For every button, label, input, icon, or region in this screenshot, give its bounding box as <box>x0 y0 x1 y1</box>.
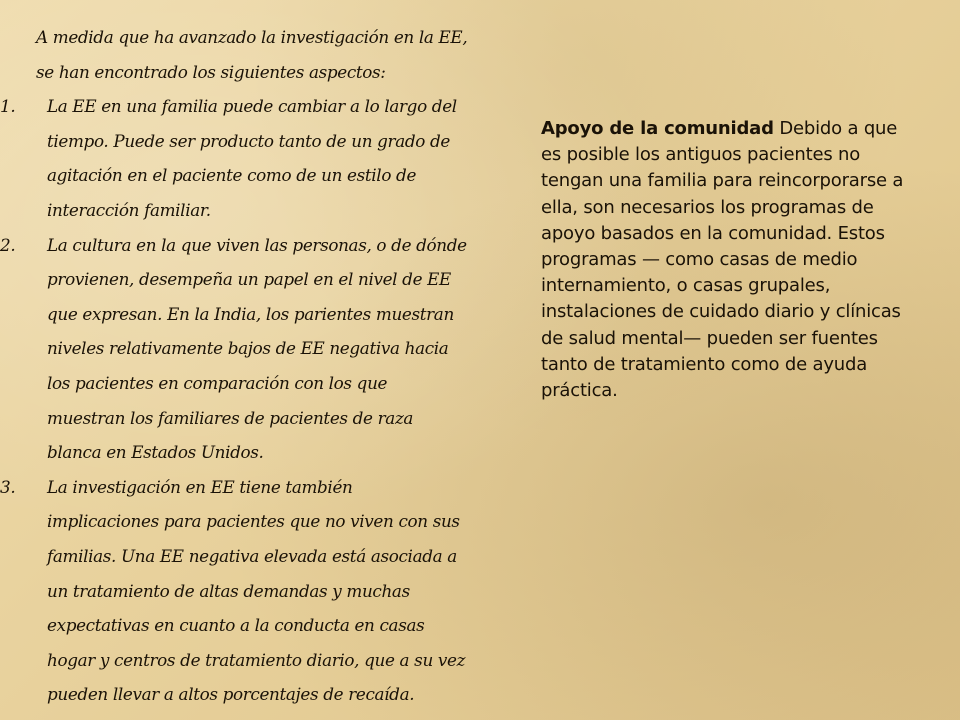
left-column <box>0 20 468 712</box>
list-item <box>0 470 468 712</box>
list-item-text: La EE en una familia puede cambiar a lo largo del tiempo. Puede ser producto tanto de un grado de agitación en el paciente como de un estilo de interacción familiar. <box>47 96 457 220</box>
list-item-text: La cultura en la que viven las personas, o de dónde provienen, desempeña un papel en el nivel de EE que expresan. En la India, los parientes muestran niveles relativamente bajos de EE negativa hacia los pacientes en comparación con los que muestran los familiares de pacientes de raza blanca en Estados Unidos. <box>47 234 467 463</box>
list-item <box>0 89 468 227</box>
section-body: Debido a que es posible los antiguos pacientes no tengan una familia para reincorporarse a ella, son necesarios los programas de apoyo basados en la comunidad. Estos programas — como casas de medio internamiento, o casas grupales, instalaciones de cuidado diario y clínicas de salud mental— pueden ser fuentes tanto de tratamiento como de ayuda práctica. <box>541 118 904 402</box>
list-item-number: 1. <box>0 96 16 117</box>
list-item-number: 2. <box>0 234 16 255</box>
right-column <box>541 116 911 404</box>
list-item-number: 3. <box>0 476 16 497</box>
findings-list <box>0 89 468 712</box>
list-item <box>0 228 468 470</box>
list-item-text: La investigación en EE tiene también implicaciones para pacientes que no viven con sus familias. Una EE negativa elevada está asociada a un tratamiento de altas demandas y muchas expectativas en cuanto a la conducta en casas hogar y centros de tratamiento diario, que a su vez pueden llevar a altos porcentajes de recaída. <box>47 476 466 705</box>
section-heading: Apoyo de la comunidad <box>541 118 774 139</box>
intro-paragraph: A medida que ha avanzado la investigación en la EE, se han encontrado los siguientes aspectos: <box>36 27 468 82</box>
